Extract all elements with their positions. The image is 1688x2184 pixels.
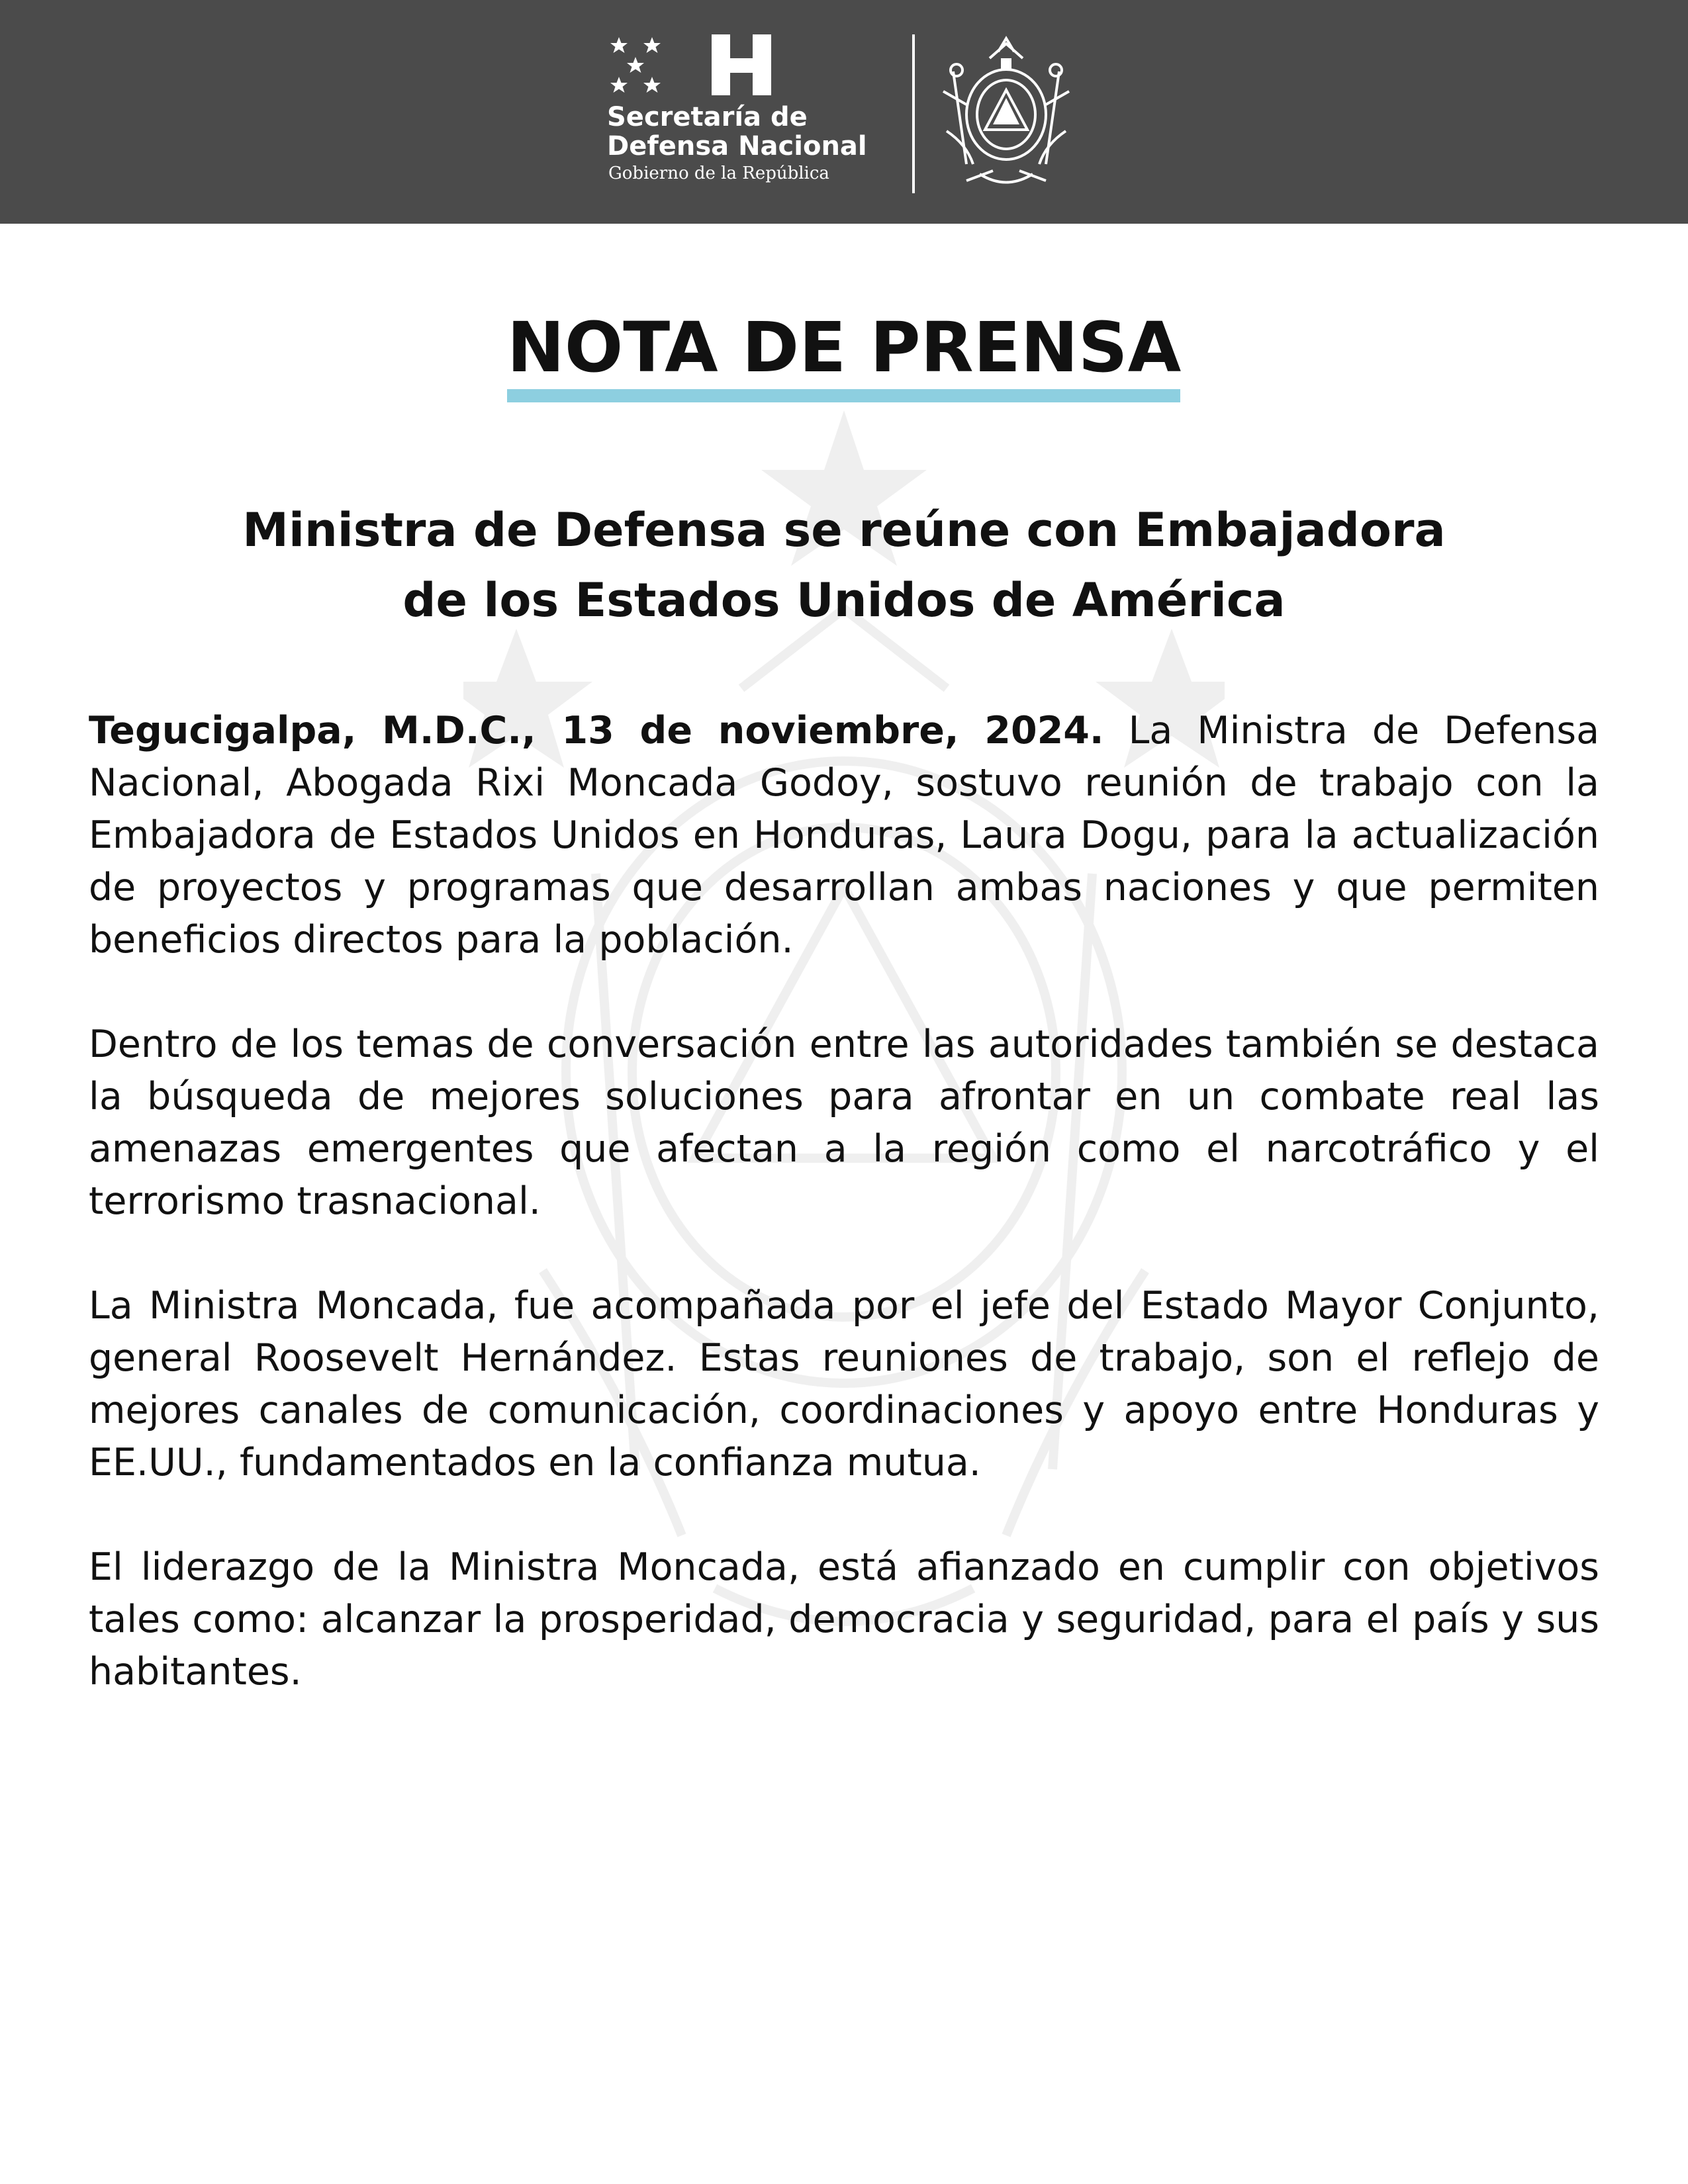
logo-name	[607, 103, 867, 161]
logo-name-line1: Secretaría de	[607, 102, 808, 132]
headline-line1: Ministra de Defensa se reúne con Embajadora	[242, 503, 1446, 557]
paragraph-4: El liderazgo de la Ministra Moncada, está afianzado en cumplir con objetivos tales como: alcanzar la prosperidad, democracia y seguridad, para el país y sus habitantes.	[89, 1545, 1599, 1694]
logo-divider	[912, 34, 915, 193]
headline-line2: de los Estados Unidos de América	[402, 573, 1286, 627]
five-stars-icon	[606, 34, 698, 101]
title-underline	[507, 389, 1180, 402]
h-letter-icon	[712, 34, 771, 101]
header-bar	[0, 0, 1688, 224]
press-release-title: NOTA DE PRENSA	[506, 307, 1182, 388]
article-body	[89, 705, 1599, 1751]
paragraph-2: Dentro de los temas de conversación entre las autoridades también se destaca la búsqueda de mejores soluciones para afrontar en un combate real las amenazas emergentes que afectan a la región como el narcotráfico y el terrorismo trasnacional.	[89, 1023, 1599, 1223]
headline	[79, 495, 1609, 635]
paragraph-1	[89, 705, 1599, 966]
logo-subtitle: Gobierno de la República	[608, 163, 829, 183]
paragraph-1-text: La Ministra de Defensa Nacional, Abogada Rixi Moncada Godoy, sostuvo reunión de trabajo con la Embajadora de Estados Unidos en Honduras, Laura Dogu, para la actualización de proyectos y programas que desarrollan ambas naciones y que permiten beneficios directos para la población.	[89, 709, 1599, 962]
logo-name-line2: Defensa Nacional	[607, 131, 867, 161]
dateline: Tegucigalpa, M.D.C., 13 de noviembre, 2024.	[89, 709, 1104, 752]
paragraph-3: La Ministra Moncada, fue acompañada por el jefe del Estado Mayor Conjunto, general Roosevelt Hernández. Estas reuniones de trabajo, son el reflejo de mejores canales de comunicación, coordinaciones y apoyo entre Honduras y EE.UU., fundamentados en la confianza mutua.	[89, 1284, 1599, 1484]
coat-of-arms-icon	[927, 32, 1086, 197]
secretaria-logo	[606, 34, 910, 193]
